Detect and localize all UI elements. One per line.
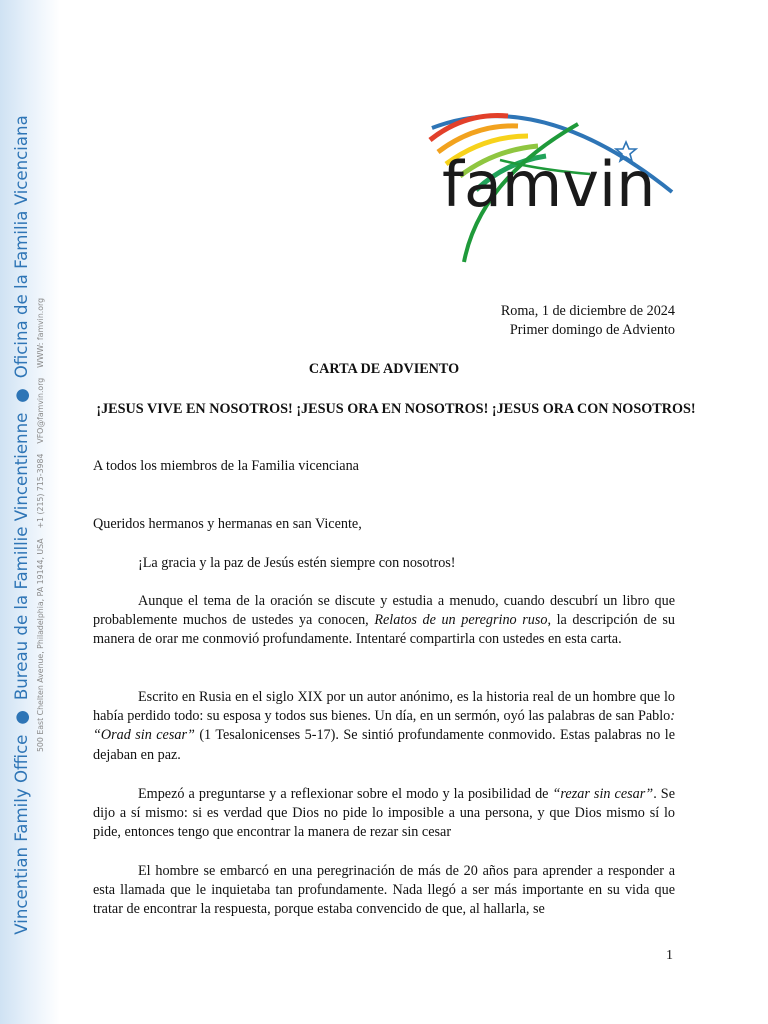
bullet-dot: ● (12, 388, 31, 403)
paragraph-text: (1 Tesalonicenses 5-17). Se sintió profundamente conmovido. Estas palabras no le dejaban en paz. (93, 727, 675, 763)
paragraph-text: Aunque el tema de la oración se discute y estudia a menudo, cuando descubrí un libro que probablemente muchos de ustedes ya conocen, (93, 593, 675, 629)
letter-subtitle: ¡JESUS VIVE EN NOSOTROS! ¡JESUS ORA EN NOSOTROS! ¡JESUS ORA CON NOSOTROS! (96, 401, 696, 417)
office-name-fr: Bureau de la Famillie Vincentienne (12, 412, 31, 701)
office-email: VFO@famvin.org (36, 377, 45, 444)
addressee: A todos los miembros de la Familia vicenciana (93, 458, 359, 474)
salutation: Queridos hermanos y hermanas en san Vicente, (93, 516, 362, 532)
office-phone: +1 (215) 715-3984 (36, 453, 45, 529)
paragraph-text: , la descripción de su manera de orar me conmovió profundamente. Intentaré compartirla con ustedes en esta carta. (93, 612, 676, 648)
logo-text: famvin (442, 148, 656, 221)
body-paragraph (93, 785, 675, 843)
sidebar-text (3, 48, 57, 1002)
occasion-line: Primer domingo de Adviento (509, 322, 675, 338)
office-contact (33, 298, 49, 752)
office-name-en: Vincentian Family Office (12, 734, 31, 935)
letter-title: CARTA DE ADVIENTO (308, 361, 460, 377)
book-title: Relatos de un peregrino ruso (374, 612, 548, 629)
body-paragraph (93, 688, 675, 765)
office-web: WWW: famvin.org (36, 297, 45, 368)
body-paragraph: El hombre se embarcó en una peregrinación de más de 20 años para aprender a responder a esta llamada que le inquietaba tan profundamente. Nada llegó a ser más importante en su vida que tratar de encontrar la respuesta, porque estaba convencido de que, al hallarla, se (93, 863, 675, 918)
scripture-quote: : “Orad sin cesar” (93, 708, 675, 744)
office-name-es: Oficina de la Familia Vicenciana (12, 115, 31, 379)
body-paragraph (93, 592, 675, 650)
bullet-dot: ● (12, 710, 31, 725)
paragraph-text: Escrito en Rusia en el siglo XIX por un autor anónimo, es la historia real de un hombre que lo había perdido todo: su esposa y todos sus bienes. Un día, en un sermón, oyó las palabras de san Pablo (93, 689, 675, 725)
office-names (11, 115, 33, 935)
greeting: ¡La gracia y la paz de Jesús estén siempre con nosotros! (138, 555, 456, 571)
letterhead-sidebar (0, 0, 60, 1024)
paragraph-text: . Se dijo a sí mismo: si es verdad que Dios no pide lo imposible a una persona, y que Dios mismo sí lo pide, entonces tengo que encontrar la manera de rezar sin cesar (93, 786, 675, 841)
page-number: 1 (666, 948, 673, 963)
office-address: 500 East Chelten Avenue, Philadelphia, PA 19144, USA (36, 538, 45, 753)
quote-phrase: “rezar sin cesar” (552, 786, 654, 802)
place-date: Roma, 1 de diciembre de 2024 (500, 303, 675, 319)
famvin-logo (420, 100, 678, 266)
paragraph-text: Empezó a preguntarse y a reflexionar sobre el modo y la posibilidad de (138, 786, 553, 802)
